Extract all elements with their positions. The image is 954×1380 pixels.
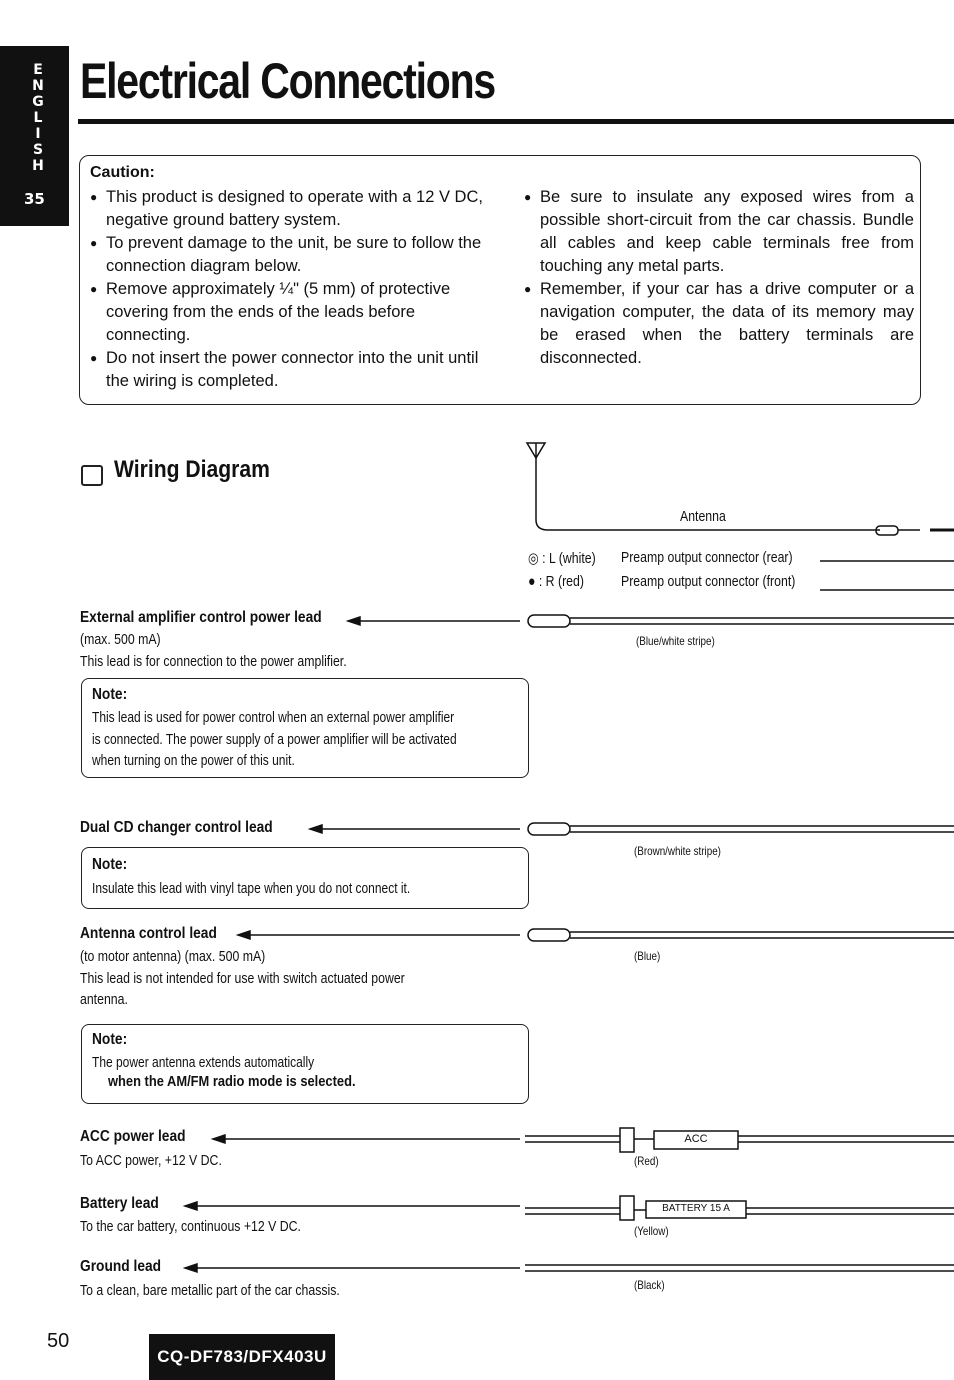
ext-amp-sub1: (max. 500 mA) [80, 631, 161, 648]
antenna-ctrl-sub2: This lead is not intended for use with switch actuated power [80, 970, 405, 987]
caution-item: ● Remember, if your car has a drive computer or a navigation computer, the data of its memory may be erased when the battery terminals are disconnected. [524, 278, 914, 370]
note-line: is connected. The power supply of a power amplifier will be activated [92, 731, 457, 748]
battery-wire-color: (Yellow) [634, 1224, 669, 1238]
side-page-number: 35 [24, 190, 45, 208]
note-heading: Note: [92, 1031, 128, 1048]
note-line: Insulate this lead with vinyl tape when you do not connect it. [92, 880, 411, 897]
note-line: when turning on the power of this unit. [92, 752, 295, 769]
model-badge: CQ-DF783/DFX403U [149, 1334, 335, 1380]
tab-letter: N [32, 78, 44, 94]
caution-heading: Caution: [90, 164, 155, 181]
note-line: The power antenna extends automatically [92, 1054, 315, 1071]
cd-changer-lead-title: Dual CD changer control lead [80, 819, 273, 836]
ground-lead-title: Ground lead [80, 1258, 162, 1275]
note-heading: Note: [92, 686, 128, 703]
tab-letter: E [33, 62, 43, 78]
preamp-front-key: ● : R (red) [528, 573, 584, 590]
section-title: Wiring Diagram [114, 456, 270, 483]
tab-letter: G [32, 94, 44, 110]
ext-amp-lead-title: External amplifier control power lead [80, 609, 322, 626]
page-number: 50 [47, 1330, 70, 1352]
acc-sub: To ACC power, +12 V DC. [80, 1152, 222, 1169]
tab-letter: L [33, 110, 43, 126]
antenna-ctrl-wire-color: (Blue) [634, 949, 661, 963]
caution-item: ● This product is designed to operate with a 12 V DC, negative ground battery system. [90, 186, 490, 232]
note-line: This lead is used for power control when an external power amplifier [92, 709, 455, 726]
caution-item: ● To prevent damage to the unit, be sure to follow the connection diagram below. [90, 232, 490, 278]
caution-item: ● Be sure to insulate any exposed wires from a possible short-circuit from the car chassis. Bundle all cables and keep cable terminals free from touching any metal parts. [524, 186, 914, 278]
page-title: Electrical Connections [80, 53, 495, 109]
acc-fuse-label: ACC [684, 1133, 708, 1145]
antenna-ctrl-lead-title: Antenna control lead [80, 925, 217, 942]
antenna-ctrl-sub3: antenna. [80, 991, 128, 1008]
ext-amp-sub2: This lead is for connection to the power amplifier. [80, 653, 347, 670]
acc-lead-title: ACC power lead [80, 1128, 186, 1145]
preamp-front-label: Preamp output connector (front) [621, 573, 796, 590]
acc-wire-color: (Red) [634, 1154, 659, 1168]
note-line-bold: when the AM/FM radio mode is selected. [108, 1073, 356, 1090]
caution-item: ● Remove approximately ¼" (5 mm) of protective covering from the ends of the leads before connecting. [90, 278, 490, 347]
tab-letter: S [32, 142, 44, 158]
ext-amp-wire-color: (Blue/white stripe) [636, 634, 715, 648]
caution-item: ● Do not insert the power connector into the unit until the wiring is completed. [90, 347, 490, 393]
note-heading: Note: [92, 856, 128, 873]
tab-letter: I [35, 126, 41, 142]
ground-sub: To a clean, bare metallic part of the car chassis. [80, 1282, 340, 1299]
battery-sub: To the car battery, continuous +12 V DC. [80, 1218, 301, 1235]
antenna-ctrl-sub1: (to motor antenna) (max. 500 mA) [80, 948, 266, 965]
preamp-rear-key: ◎ : L (white) [528, 550, 596, 567]
battery-lead-title: Battery lead [80, 1195, 159, 1212]
ground-wire-color: (Black) [634, 1278, 665, 1292]
cd-changer-wire-color: (Brown/white stripe) [634, 844, 721, 858]
antenna-label: Antenna [680, 508, 726, 525]
preamp-rear-label: Preamp output connector (rear) [621, 549, 793, 566]
battery-fuse-label: BATTERY 15 A [662, 1203, 730, 1214]
tab-letter: H [32, 158, 44, 174]
